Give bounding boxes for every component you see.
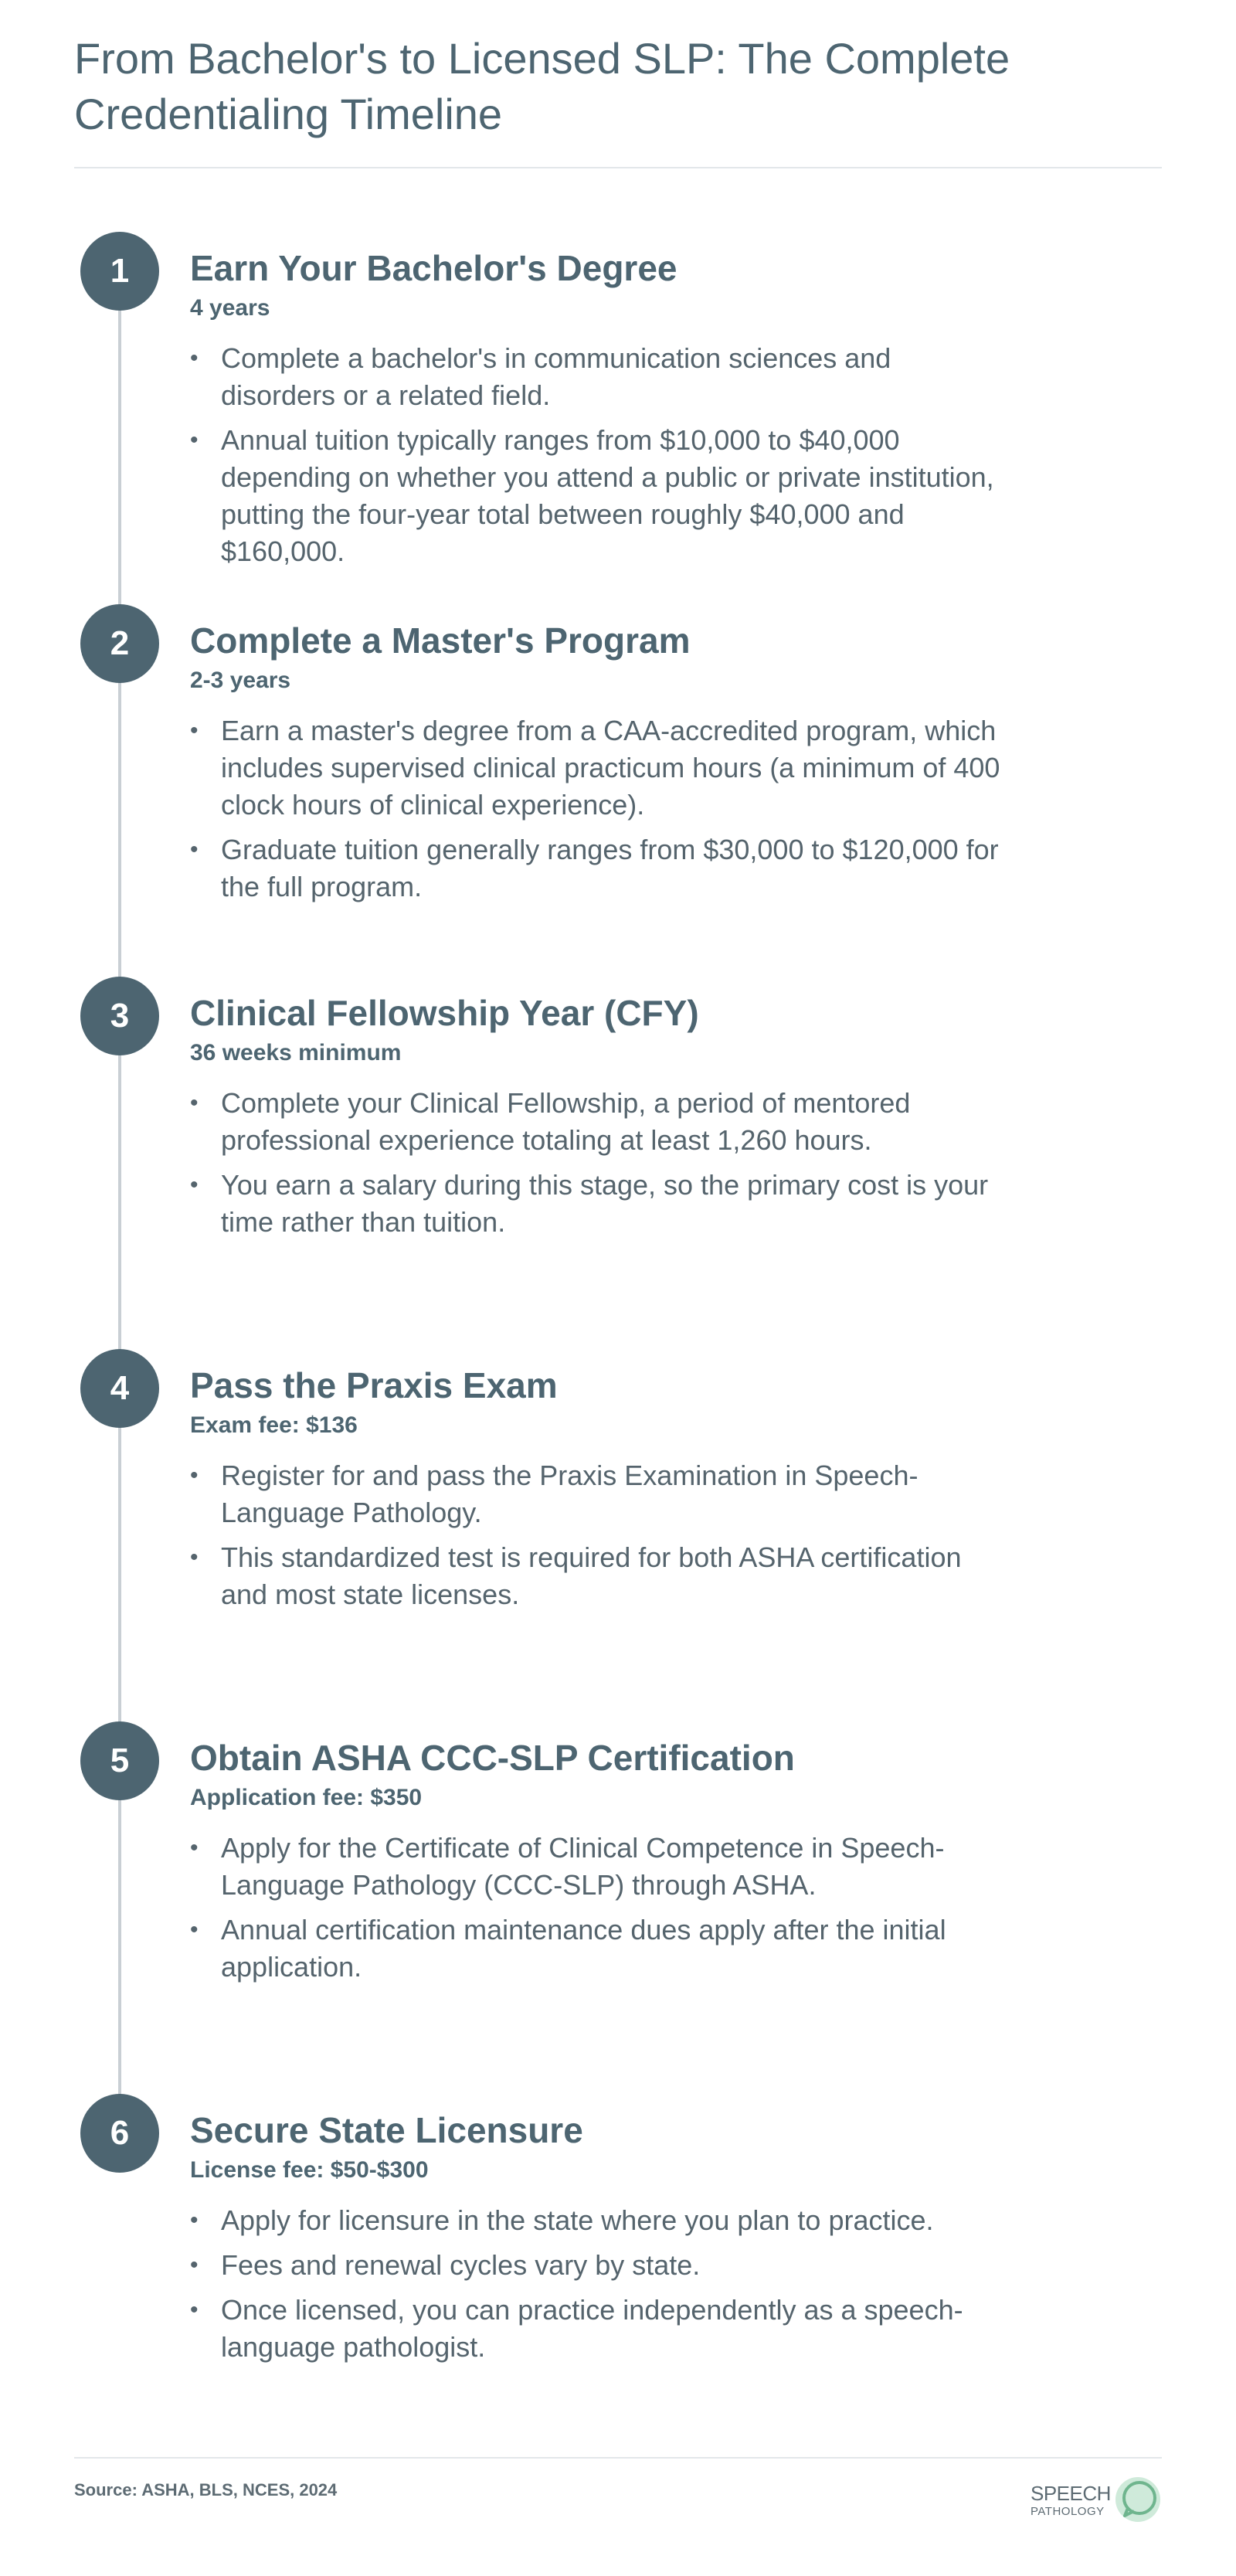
timeline-line (118, 270, 121, 2117)
footer-divider (74, 2457, 1162, 2459)
step-number-badge: 6 (80, 2094, 159, 2173)
step-title: Secure State Licensure (190, 2110, 583, 2150)
step-content (190, 1735, 1009, 1993)
step-duration: 4 years (190, 295, 270, 321)
step-content (190, 1363, 1009, 1621)
page-title: From Bachelor's to Licensed SLP: The Complete Credentialing Timeline (74, 34, 1010, 138)
step-content (190, 618, 1009, 913)
step-bullet: • Apply for licensure in the state where you plan to practice. (190, 2202, 1009, 2239)
step-bullet: • Graduate tuition generally ranges from $30,000 to $120,000 for the full program. (190, 831, 1009, 906)
step-title: Pass the Praxis Exam (190, 1365, 558, 1405)
step-bullet: • You earn a salary during this stage, so the primary cost is your time rather than tuition. (190, 1167, 1009, 1241)
step-bullet: • Annual tuition typically ranges from $10,000 to $40,000 depending on whether you attend a public or private institution, putting the four-year total between roughly $40,000 and $160,000. (190, 422, 1009, 570)
brand-logo (1031, 2469, 1162, 2523)
speech-bubble-icon (1114, 2476, 1162, 2523)
step-bullet-list (190, 1457, 1009, 1613)
step-number-badge: 4 (80, 1349, 159, 1428)
step-fee: Exam fee: $136 (190, 1412, 358, 1438)
step-content (190, 2108, 1009, 2374)
step-bullet-list (190, 712, 1009, 906)
step-number-badge: 2 (80, 604, 159, 683)
step-bullet-list (190, 1085, 1009, 1241)
step-duration: 2-3 years (190, 668, 291, 693)
step-bullet: • Earn a master's degree from a CAA-accredited program, which includes supervised clinical practicum hours (a minimum of 400 clock hours of clinical experience). (190, 712, 1009, 824)
step-content (190, 246, 1009, 578)
source-citation: Source: ASHA, BLS, NCES, 2024 (74, 2480, 338, 2500)
step-bullet-list (190, 340, 1009, 570)
logo-wordmark-line2: PATHOLOGY (1031, 2505, 1105, 2518)
step-fee: License fee: $50-$300 (190, 2157, 429, 2183)
step-bullet: • Register for and pass the Praxis Examination in Speech-Language Pathology. (190, 1457, 1009, 1531)
step-fee: Application fee: $350 (190, 1785, 423, 1810)
logo-wordmark-line1: SPEECH (1031, 2482, 1111, 2505)
step-title: Obtain ASHA CCC-SLP Certification (190, 1738, 795, 1778)
step-bullet: • Annual certification maintenance dues apply after the initial application. (190, 1912, 1009, 1986)
step-duration: 36 weeks minimum (190, 1040, 402, 1065)
step-number-badge: 5 (80, 1721, 159, 1800)
step-bullet-list (190, 1830, 1009, 1986)
header-divider (74, 167, 1162, 168)
step-content (190, 991, 1009, 1249)
step-bullet: • Complete a bachelor's in communication sciences and disorders or a related field. (190, 340, 1009, 414)
step-bullet-list (190, 2202, 1009, 2366)
step-bullet: • Complete your Clinical Fellowship, a period of mentored professional experience totaling at least 1,260 hours. (190, 1085, 1009, 1159)
step-title: Earn Your Bachelor's Degree (190, 248, 677, 288)
step-number-badge: 1 (80, 232, 159, 311)
step-bullet: • Apply for the Certificate of Clinical Competence in Speech-Language Pathology (CCC-SLP) through ASHA. (190, 1830, 1009, 1904)
step-bullet: • Once licensed, you can practice independently as a speech-language pathologist. (190, 2292, 1009, 2366)
step-number-badge: 3 (80, 977, 159, 1055)
step-bullet: • This standardized test is required for both ASHA certification and most state licenses. (190, 1539, 1009, 1613)
step-title: Clinical Fellowship Year (CFY) (190, 993, 699, 1033)
step-title: Complete a Master's Program (190, 620, 691, 661)
step-bullet: • Fees and renewal cycles vary by state. (190, 2247, 1009, 2284)
